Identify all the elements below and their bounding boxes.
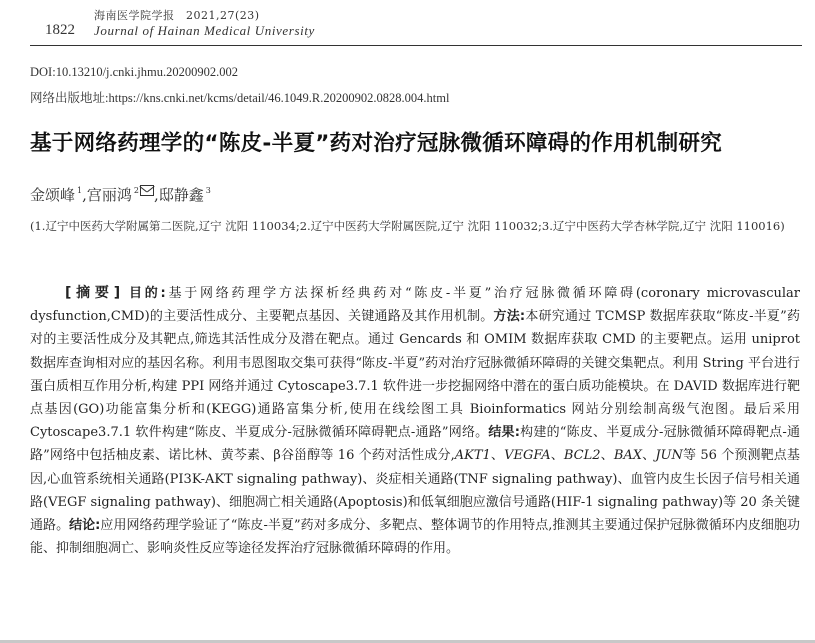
doi: DOI:10.13210/j.cnki.jhmu.20200902.002 bbox=[30, 65, 238, 79]
gene-name: VEGFA bbox=[504, 448, 551, 464]
gene-separator: 、 bbox=[490, 448, 505, 464]
gene-name: JUN bbox=[655, 448, 683, 464]
author-affiliation-mark: 2 bbox=[133, 186, 139, 195]
author-list bbox=[30, 184, 211, 205]
gene-separator: 、 bbox=[600, 448, 614, 464]
affiliations: (1.辽宁中医药大学附属第二医院,辽宁 沈阳 110034;2.辽宁中医药大学附属医院,辽宁 沈阳 110032;3.辽宁中医药大学杏林学院,辽宁 沈阳 110016) bbox=[30, 219, 785, 233]
author-name: 金颂峰 bbox=[30, 186, 76, 204]
header-divider bbox=[30, 45, 802, 46]
paper-title: 基于网络药理学的“陈皮-半夏”药对治疗冠脉微循环障碍的作用机制研究 bbox=[30, 131, 723, 156]
journal-name-cn: 海南医学院学报 2021,27(23) bbox=[94, 9, 260, 22]
results-text-continued: 等 56 个预测靶点基因,心血管系统相关通路(PI3K-AKT signaling pathway)、炎症相关通路(TNF signaling pathway)、血管内皮生长因子信号相关通路(VEGF signaling pathway)、细胞凋亡相关通路(Apoptosis)和低氧细胞应激信号通路(HIF-1 signaling pathway)等 20 条关键通路。 bbox=[30, 448, 800, 534]
page-number: 1822 bbox=[45, 22, 75, 38]
author-separator: , bbox=[154, 186, 159, 204]
gene-name: BAX bbox=[613, 448, 643, 464]
author-separator: , bbox=[82, 186, 87, 204]
running-header bbox=[0, 0, 815, 48]
results-text: 构建的“陈皮、半夏成分-冠脉微循环障碍靶点-通路”网络中包括柚皮素、诺比林、黄芩素、β谷甾醇等 16 个药对活性成分, bbox=[30, 425, 801, 464]
author-affiliation-mark: 1 bbox=[77, 186, 83, 195]
objective-text: 基于网络药理学方法探析经典药对“陈皮-半夏”治疗冠脉微循环障碍(coronary microvascular dysfunction,CMD)的主要活性成分、主要靶点基因、关键通路及其作用机制。 bbox=[30, 286, 801, 325]
conclusion-text: 应用网络药理学验证了“陈皮-半夏”药对多成分、多靶点、整体调节的作用特点,推测其主要通过保护冠脉微循环内皮细胞功能、抑制细胞凋亡、影响炎性反应等途径发挥治疗冠脉微循环障碍的作用。 bbox=[30, 518, 800, 557]
mail-icon[interactable] bbox=[140, 185, 154, 196]
results-label: 结果: bbox=[488, 425, 520, 441]
gene-separator: 、 bbox=[642, 448, 656, 464]
author-affiliation-mark: 3 bbox=[205, 186, 211, 195]
abstract-label: [摘要] bbox=[65, 285, 123, 301]
journal-name-en: Journal of Hainan Medical University bbox=[94, 23, 315, 38]
methods-text: 本研究通过 TCMSP 数据库获取“陈皮-半夏”药对的主要活性成分及其靶点,筛选其活性成分及潜在靶点。通过 Gencards 和 OMIM 数据库获取 CMD 的主要靶点。运用 uniprot 数据库查询相对应的基因名称。利用韦恩图取交集可获得“陈皮-半夏”药对治疗冠脉微循环障碍的关键交集靶点。利用 String 平台进行蛋白质相互作用分析,构建 PPI 网络并通过 Cytoscape3.7.1 软件进一步挖掘网络中潜在的蛋白质功能模块。在 DAVID 数据库进行靶点基因(GO)功能富集分析和(KEGG)通路富集分析,使用在线绘图工具 Bioinformatics 网站分别绘制高级气泡图。最后采用 Cytoscape3.7.1 软件构建“陈皮、半夏成分-冠脉微循环障碍靶点-通路”网络。 bbox=[30, 309, 801, 441]
gene-name: AKT1 bbox=[454, 448, 491, 464]
author-name: 邸静鑫 bbox=[158, 186, 204, 204]
conclusion-label: 结论: bbox=[69, 518, 101, 534]
objective-label: 目的: bbox=[129, 286, 166, 301]
online-publication-url: 网络出版地址:https://kns.cnki.net/kcms/detail/46.1049.R.20200902.0828.004.html bbox=[30, 91, 450, 105]
gene-name: BCL2 bbox=[563, 448, 601, 464]
abstract bbox=[30, 282, 800, 560]
author-name: 宫丽鸿 bbox=[86, 186, 132, 204]
gene-separator: 、 bbox=[550, 448, 564, 464]
methods-label: 方法: bbox=[493, 309, 526, 325]
